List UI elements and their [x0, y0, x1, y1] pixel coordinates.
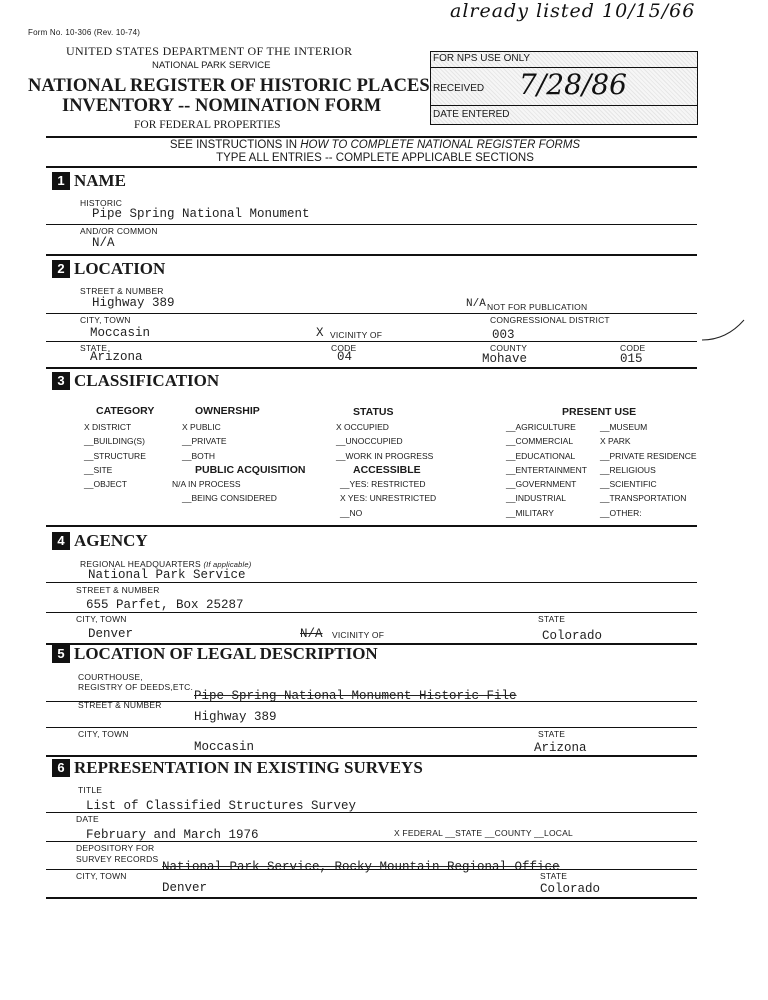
- legal-street-value: Highway 389: [194, 710, 277, 724]
- agency-street-value: 655 Parfet, Box 25287: [86, 598, 244, 612]
- legal-city-value: Moccasin: [194, 740, 255, 754]
- state-code-label: CODE: [331, 343, 357, 353]
- registry-value: Pipe Spring National Monument Historic File: [194, 689, 517, 703]
- state-value: Arizona: [90, 350, 143, 364]
- category-option: __OBJECT: [84, 479, 127, 490]
- present-use-option: __RELIGIOUS: [600, 464, 656, 475]
- public-acquisition-heading: PUBLIC ACQUISITION: [195, 464, 306, 476]
- agency-vicinity-value: N/A: [300, 627, 323, 641]
- instructions-manual-title: HOW TO COMPLETE NATIONAL REGISTER FORMS: [300, 139, 581, 151]
- acquisition-option: N/A IN PROCESS: [172, 479, 241, 489]
- regional-hq-value: National Park Service: [88, 568, 246, 582]
- not-for-publication-value: N/A: [466, 298, 486, 310]
- congressional-district-value: 003: [492, 328, 515, 342]
- ownership-option: __PRIVATE: [182, 436, 227, 447]
- common-name-label: AND/OR COMMON: [80, 226, 158, 236]
- survey-title-value: List of Classified Structures Survey: [86, 799, 357, 813]
- section-5-number: 5: [52, 645, 70, 663]
- section-4-heading: [52, 531, 148, 551]
- handwritten-listed-note: already listed 10/15/66: [450, 0, 696, 22]
- nps-received-label: RECEIVED: [433, 83, 485, 94]
- vicinity-mark: X: [316, 326, 324, 340]
- common-name-value: N/A: [92, 236, 115, 250]
- accessible-option: X YES: UNRESTRICTED: [340, 493, 437, 504]
- regional-hq-label-text: REGIONAL HEADQUARTERS: [80, 559, 201, 569]
- section-6-number: 6: [52, 759, 70, 777]
- present-use-option: __SCIENTIFIC: [600, 479, 657, 490]
- present-use-option: __INDUSTRIAL: [506, 493, 566, 504]
- legal-city-label: CITY, TOWN: [78, 729, 129, 739]
- ownership-options: [182, 420, 227, 463]
- survey-level-options: X FEDERAL __STATE __COUNTY __LOCAL: [394, 828, 573, 838]
- nps-date-entered-label: DATE ENTERED: [433, 109, 510, 120]
- section-1-heading: [52, 171, 126, 191]
- county-value: Mohave: [482, 352, 528, 366]
- present-use-option: __COMMERCIAL: [506, 436, 574, 447]
- section-2-heading: [52, 259, 165, 279]
- ownership-heading: OWNERSHIP: [195, 405, 260, 417]
- accessible-heading: ACCESSIBLE: [353, 464, 421, 476]
- present-use-option: __OTHER:: [600, 507, 642, 518]
- section-1-number: 1: [52, 172, 70, 190]
- depository-city-label: CITY, TOWN: [76, 871, 127, 881]
- section-4-title: AGENCY: [74, 531, 148, 550]
- form-title-line-2: INVENTORY -- NOMINATION FORM: [62, 96, 382, 116]
- accessible-option: __NO: [340, 507, 363, 518]
- agency-street-label: STREET & NUMBER: [76, 585, 160, 595]
- handwritten-received-date: 7/28/86: [519, 68, 627, 101]
- category-options: [84, 420, 146, 491]
- category-option: __BUILDING(S): [84, 436, 145, 447]
- ownership-option: X PUBLIC: [182, 422, 221, 432]
- present-use-option: __EDUCATIONAL: [506, 450, 576, 461]
- present-use-heading: PRESENT USE: [562, 406, 637, 418]
- vicinity-label: VICINITY OF: [330, 330, 383, 340]
- section-3-heading: [52, 371, 219, 391]
- section-3-title: CLASSIFICATION: [74, 371, 220, 390]
- nps-box-label: FOR NPS USE ONLY: [433, 53, 531, 64]
- form-title-line-1: NATIONAL REGISTER OF HISTORIC PLACES: [28, 76, 430, 96]
- not-for-publication-label: NOT FOR PUBLICATION: [487, 302, 588, 312]
- depository-city-value: Denver: [162, 881, 208, 895]
- congressional-district-label: CONGRESSIONAL DISTRICT: [490, 315, 610, 325]
- category-option: __STRUCTURE: [84, 450, 146, 461]
- section-6-title: REPRESENTATION IN EXISTING SURVEYS: [74, 758, 423, 777]
- form-subtitle: FOR FEDERAL PROPERTIES: [134, 119, 281, 131]
- section-1-title: NAME: [74, 171, 126, 190]
- instructions-prefix: SEE INSTRUCTIONS IN: [169, 139, 301, 151]
- survey-title-label: TITLE: [78, 785, 103, 795]
- survey-date-label: DATE: [76, 814, 99, 824]
- section-6-heading: [52, 758, 423, 778]
- section-3-number: 3: [52, 372, 70, 390]
- agency-state-label: STATE: [538, 614, 566, 624]
- service-line: NATIONAL PARK SERVICE: [152, 60, 271, 71]
- section-2-number: 2: [52, 260, 70, 278]
- ownership-option: __BOTH: [182, 450, 216, 461]
- legal-street-label: STREET & NUMBER: [78, 700, 162, 710]
- accessible-option: __YES: RESTRICTED: [340, 479, 426, 489]
- present-use-option: __MUSEUM: [600, 422, 648, 432]
- present-use-option: __GOVERNMENT: [506, 479, 577, 490]
- depository-state-label: STATE: [540, 871, 568, 881]
- agency-city-label: CITY, TOWN: [76, 614, 127, 624]
- historic-label: HISTORIC: [80, 198, 123, 208]
- department-line: UNITED STATES DEPARTMENT OF THE INTERIOR: [66, 44, 353, 58]
- form-number: Form No. 10-306 (Rev. 10-74): [28, 28, 141, 37]
- section-5-heading: [52, 644, 378, 664]
- present-use-option: __ENTERTAINMENT: [506, 464, 587, 475]
- present-use-option: __TRANSPORTATION: [600, 493, 687, 504]
- registry-label: REGISTRY OF DEEDS,ETC.: [78, 682, 194, 692]
- status-option: __WORK IN PROGRESS: [336, 450, 434, 461]
- status-option: __UNOCCUPIED: [336, 436, 403, 447]
- depository-value: National Park Service, Rocky Mountain Regional Office: [162, 860, 560, 874]
- city-value: Moccasin: [90, 326, 151, 340]
- section-4-number: 4: [52, 532, 70, 550]
- category-option: X DISTRICT: [84, 422, 132, 432]
- state-label: STATE: [80, 343, 108, 353]
- regional-hq-note: (If applicable): [203, 560, 252, 569]
- present-use-option: __PRIVATE RESIDENCE: [600, 450, 697, 461]
- agency-vicinity-label: VICINITY OF: [332, 630, 385, 640]
- status-heading: STATUS: [353, 406, 394, 418]
- historic-name-value: Pipe Spring National Monument: [92, 207, 310, 221]
- status-option: X OCCUPIED: [336, 422, 389, 432]
- category-option: __SITE: [84, 464, 113, 475]
- present-use-options-right: [600, 420, 697, 520]
- courthouse-label: COURTHOUSE,: [78, 672, 143, 682]
- public-acquisition-options: [172, 477, 277, 506]
- county-code-label: CODE: [620, 343, 646, 353]
- status-options: [336, 420, 433, 463]
- nps-use-only-box: [430, 51, 698, 125]
- instructions-line-1: [140, 139, 610, 151]
- depository-label-1: DEPOSITORY FOR: [76, 843, 155, 853]
- state-code-value: 04: [337, 350, 353, 364]
- section-5-title: LOCATION OF LEGAL DESCRIPTION: [74, 644, 378, 663]
- survey-date-value: February and March 1976: [86, 828, 259, 842]
- street-value: Highway 389: [92, 296, 175, 310]
- legal-state-value: Arizona: [534, 741, 587, 755]
- acquisition-option: __BEING CONSIDERED: [182, 493, 277, 504]
- street-label: STREET & NUMBER: [80, 286, 164, 296]
- present-use-option: __MILITARY: [506, 507, 554, 518]
- margin-pen-mark: [700, 318, 746, 344]
- accessible-options: [340, 477, 436, 520]
- city-label: CITY, TOWN: [80, 315, 131, 325]
- present-use-option: X PARK: [600, 436, 631, 447]
- county-label: COUNTY: [490, 343, 528, 353]
- county-code-value: 015: [620, 352, 643, 366]
- legal-state-label: STATE: [538, 729, 566, 739]
- section-2-title: LOCATION: [74, 259, 166, 278]
- present-use-options-left: [506, 420, 587, 520]
- instructions-line-2: TYPE ALL ENTRIES -- COMPLETE APPLICABLE SECTIONS: [216, 152, 534, 164]
- present-use-option: __AGRICULTURE: [506, 422, 576, 432]
- agency-state-value: Colorado: [542, 629, 603, 643]
- agency-city-value: Denver: [88, 627, 134, 641]
- depository-state-value: Colorado: [540, 882, 601, 896]
- depository-label-2: SURVEY RECORDS: [76, 854, 159, 864]
- category-heading: CATEGORY: [96, 405, 155, 417]
